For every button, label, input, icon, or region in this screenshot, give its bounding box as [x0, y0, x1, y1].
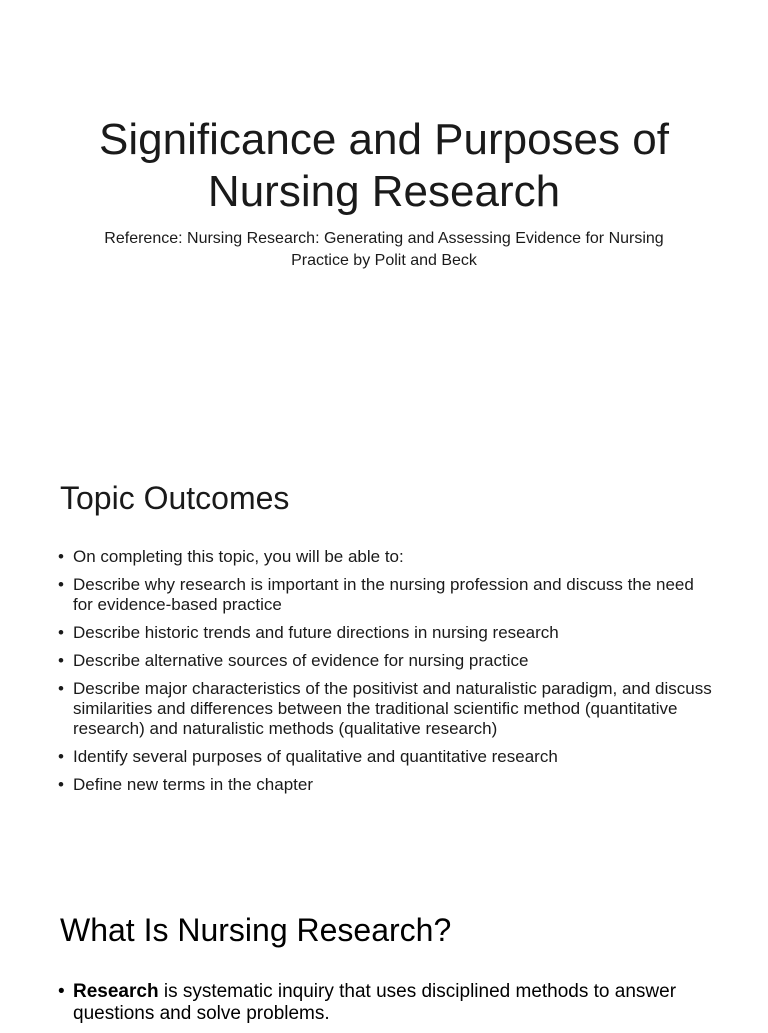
list-item [58, 981, 718, 1025]
list-item-text: Describe alternative sources of evidence for nursing practice [73, 651, 529, 670]
list-item [58, 623, 718, 643]
bullet-icon: • [58, 547, 64, 566]
bullet-icon: • [58, 623, 64, 642]
list-item [58, 651, 718, 671]
list-item [58, 775, 718, 795]
topic-outcomes-slide [0, 432, 768, 864]
bullet-icon: • [58, 575, 64, 594]
bullet-icon: • [58, 651, 64, 670]
what-heading: What Is Nursing Research? [60, 912, 452, 948]
outcomes-list [58, 547, 718, 803]
list-item-text: Describe historic trends and future directions in nursing research [73, 623, 559, 642]
list-item-text: Identify several purposes of qualitative and quantitative research [73, 747, 558, 766]
definition-list [58, 981, 718, 1033]
presentation-title: Significance and Purposes of Nursing Research [99, 115, 669, 216]
list-item [58, 547, 718, 567]
list-item-text: On completing this topic, you will be able to: [73, 547, 404, 566]
list-item-text: Describe why research is important in the nursing profession and discuss the need for evidence-based practice [73, 575, 694, 614]
list-item [58, 575, 718, 615]
reference-subtitle: Reference: Nursing Research: Generating and Assessing Evidence for Nursing Practice by Polit and Beck [104, 230, 664, 269]
outcomes-heading: Topic Outcomes [60, 480, 290, 516]
research-term: Research [73, 981, 159, 1002]
bullet-icon: • [58, 981, 65, 1002]
what-is-nursing-research-slide [0, 864, 768, 1024]
research-definition: is systematic inquiry that uses disciplined methods to answer questions and solve problems. [73, 981, 677, 1024]
list-item [58, 679, 718, 739]
title-slide [0, 0, 768, 432]
bullet-icon: • [58, 679, 64, 698]
list-item-text: Define new terms in the chapter [73, 775, 314, 794]
bullet-icon: • [58, 775, 64, 794]
bullet-icon: • [58, 747, 64, 766]
list-item [58, 747, 718, 767]
list-item-text: Describe major characteristics of the positivist and naturalistic paradigm, and discuss similarities and differences between the traditional scientific method (quantitative research) and naturalistic methods (qualitative research) [73, 679, 712, 738]
